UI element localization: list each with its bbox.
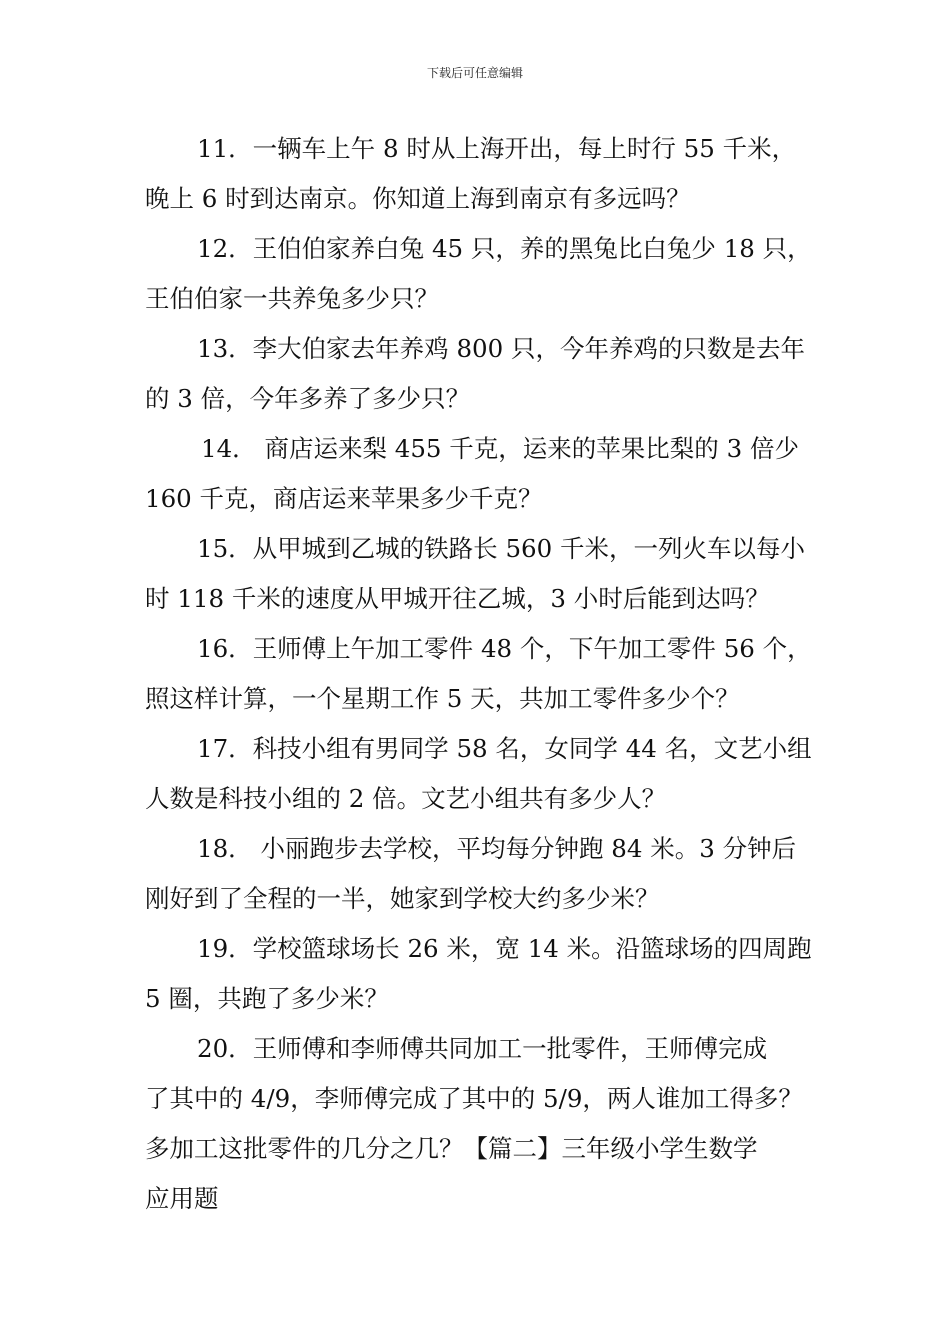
question-line: 应用题: [145, 1184, 219, 1213]
question-12: [145, 224, 845, 324]
question-17: [145, 724, 845, 824]
question-line: 16．王师傅上午加工零件 48 个，下午加工零件 56 个，: [197, 634, 812, 663]
question-18: [145, 824, 845, 924]
question-line: 的 3 倍，今年多养了多少只？: [145, 384, 471, 413]
question-line: 时 118 千米的速度从甲城开往乙城，3 小时后能到达吗？: [145, 584, 770, 613]
question-line: 14． 商店运来梨 455 千克，运来的苹果比梨的 3 倍少: [201, 434, 799, 463]
question-14: [145, 424, 845, 524]
question-line: 18． 小丽跑步去学校，平均每分钟跑 84 米。3 分钟后: [197, 834, 797, 863]
question-line: 照这样计算，一个星期工作 5 天，共加工零件多少个？: [145, 684, 740, 713]
question-line: 多加工这批零件的几分之几？【篇二】三年级小学生数学: [145, 1134, 758, 1163]
document-body: [145, 124, 845, 1224]
question-line: 刚好到了全程的一半，她家到学校大约多少米？: [145, 884, 660, 913]
question-line: 了其中的 4/9，李师傅完成了其中的 5/9，两人谁加工得多？: [145, 1084, 803, 1113]
question-13: [145, 324, 845, 424]
question-line: 王伯伯家一共养兔多少只？: [145, 284, 439, 313]
question-line: 20．王师傅和李师傅共同加工一批零件，王师傅完成: [197, 1034, 768, 1063]
question-19: [145, 924, 845, 1024]
question-15: [145, 524, 845, 624]
question-line: 晚上 6 时到达南京。你知道上海到南京有多远吗？: [145, 184, 691, 213]
page-header: 下载后可任意编辑: [426, 66, 523, 80]
question-line: 15．从甲城到乙城的铁路长 560 千米，一列火车以每小: [197, 534, 806, 563]
question-16: [145, 624, 845, 724]
question-line: 17．科技小组有男同学 58 名，女同学 44 名，文艺小组: [197, 734, 812, 763]
question-line: 19．学校篮球场长 26 米，宽 14 米。沿篮球场的四周跑: [197, 934, 812, 963]
question-20: [145, 1024, 845, 1224]
question-line: 12．王伯伯家养白兔 45 只，养的黑兔比白兔少 18 只，: [197, 234, 812, 263]
question-11: [145, 124, 845, 224]
question-line: 人数是科技小组的 2 倍。文艺小组共有多少人？: [145, 784, 667, 813]
question-line: 13．李大伯家去年养鸡 800 只，今年养鸡的只数是去年: [197, 334, 806, 363]
question-line: 160 千克，商店运来苹果多少千克？: [145, 484, 543, 513]
question-line: 11．一辆车上午 8 时从上海开出，每上时行 55 千米，: [197, 134, 797, 163]
question-line: 5 圈，共跑了多少米？: [145, 984, 389, 1013]
